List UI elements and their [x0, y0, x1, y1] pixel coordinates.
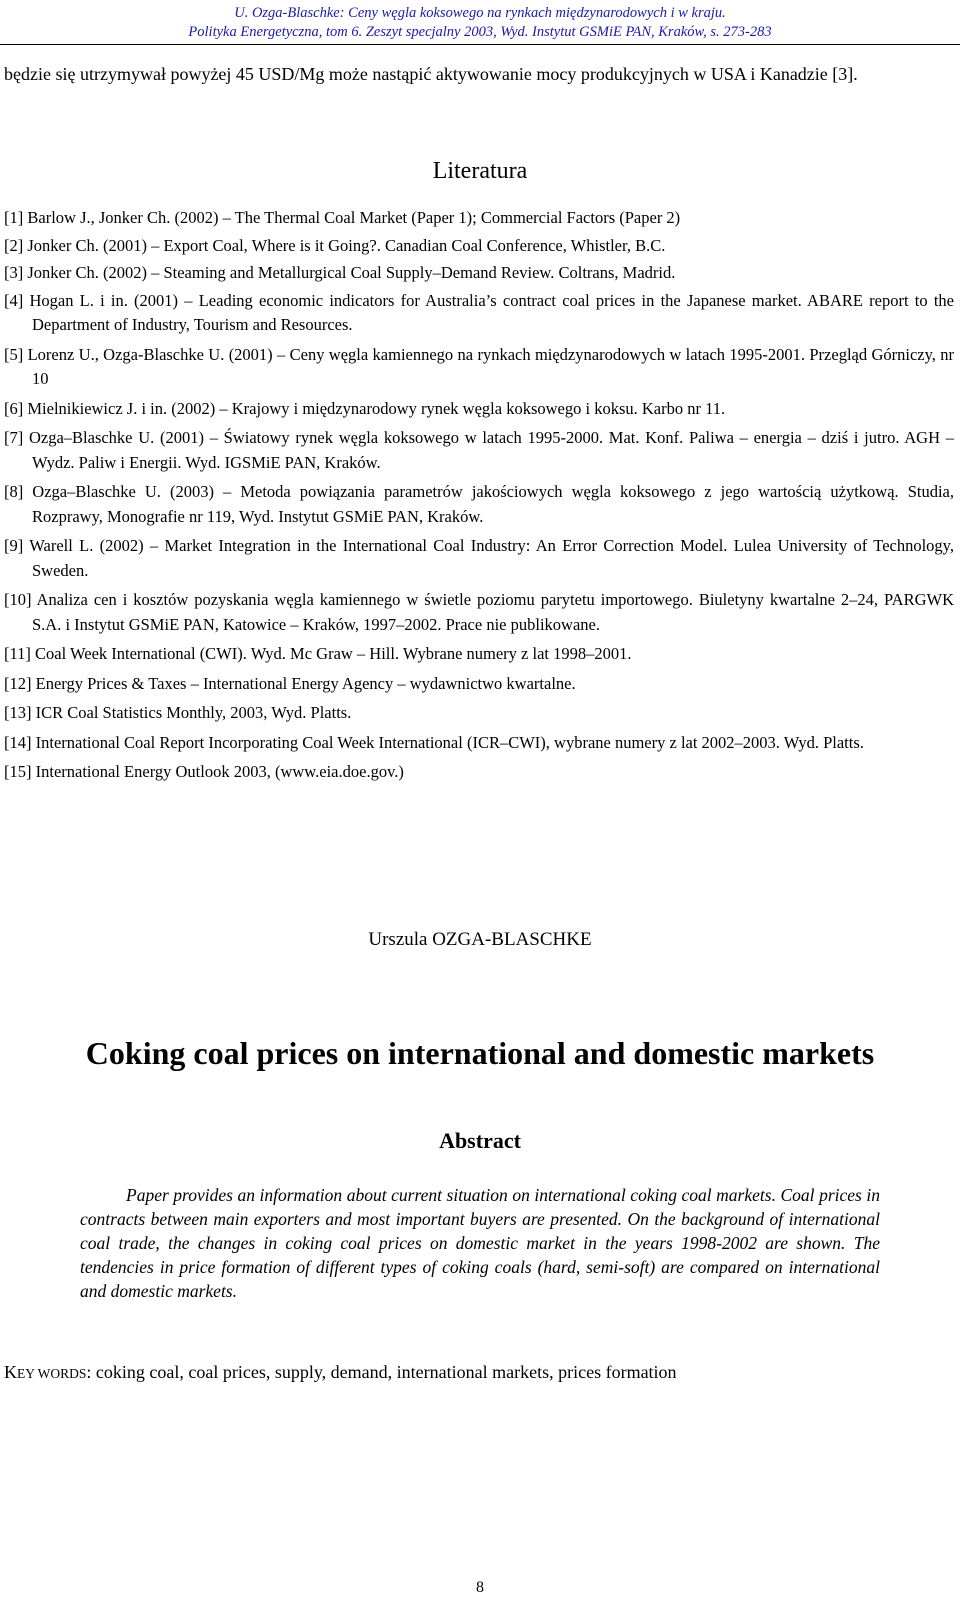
reference-item: [1] Barlow J., Jonker Ch. (2002) – The Thermal Coal Market (Paper 1); Commercial Factors (Paper 2)	[4, 208, 681, 227]
reference-item: [12] Energy Prices & Taxes – International Energy Agency – wydawnictwo kwartalne.	[4, 673, 576, 693]
reference-item: [9] Warell L. (2002) – Market Integration in the International Coal Industry: An Error Correction Model. Lulea University of Technology, Sweden.	[4, 536, 954, 580]
reference-item: [8] Ozga–Blaschke U. (2003) – Metoda powiązania parametrów jakościowych węgla koksowego z jego wartością użytkową. Studia, Rozprawy, Monografie nr 119, Wyd. Instytut GSMiE PAN, Kraków.	[4, 482, 954, 526]
keywords-text: coking coal, coal prices, supply, demand, international markets, prices formation	[91, 1362, 677, 1382]
abstract-body: Paper provides an information about current situation on international coking coal markets. Coal prices in contracts between main exporters and most important buyers are presented. On the background of international coal trade, the changes in coking coal prices on domestic market in the years 1998-2002 are shown. The tendencies in price formation of different types of coking coals (hard, semi-soft) are compared on international and domestic markets.	[80, 1185, 880, 1301]
reference-item: [3] Jonker Ch. (2002) – Steaming and Metallurgical Coal Supply–Demand Review. Coltrans, Madrid.	[4, 263, 676, 282]
reference-item: [2] Jonker Ch. (2001) – Export Coal, Where is it Going?. Canadian Coal Conference, Whistler, B.C.	[4, 235, 666, 255]
intro-paragraph: będzie się utrzymywał powyżej 45 USD/Mg może nastąpić aktywowanie mocy produkcyjnych w USA i Kanadzie [3].	[4, 64, 858, 84]
reference-item: [14] International Coal Report Incorporating Coal Week International (ICR–CWI), wybrane numery z lat 2002–2003. Wyd. Platts.	[4, 732, 864, 752]
keywords-label-colon: :	[86, 1362, 92, 1382]
paper-title: Coking coal prices on international and domestic markets	[85, 1035, 875, 1071]
reference-item: [15] International Energy Outlook 2003, (www.eia.doe.gov.)	[4, 762, 404, 781]
keywords-label-rest: EY WORDS	[17, 1366, 87, 1381]
running-header	[0, 4, 960, 42]
keywords-line	[4, 1360, 954, 1386]
abstract-heading: Abstract	[439, 1128, 521, 1153]
literature-heading: Literatura	[432, 158, 528, 184]
page-number: 8	[476, 1579, 484, 1596]
reference-item: [5] Lorenz U., Ozga-Blaschke U. (2001) – Ceny węgla kamiennego na rynkach międzynarodowych w latach 1995-2001. Przegląd Górniczy, nr 10	[4, 344, 954, 388]
running-header-line-2: Polityka Energetyczna, tom 6. Zeszyt specjalny 2003, Wyd. Instytut GSMiE PAN, Kraków, s. 273-283	[188, 24, 772, 40]
header-divider	[0, 44, 960, 45]
keywords-label	[4, 1362, 91, 1382]
reference-item: [7] Ozga–Blaschke U. (2001) – Światowy rynek węgla koksowego w latach 1995-2000. Mat. Konf. Paliwa – energia – dziś i jutro. AGH – Wydz. Paliw i Energii. Wyd. IGSMiE PAN, Kraków.	[4, 428, 954, 472]
keywords-label-first: K	[4, 1362, 17, 1382]
reference-item: [6] Mielnikiewicz J. i in. (2002) – Krajowy i międzynarodowy rynek węgla koksowego i koksu. Karbo nr 11.	[4, 398, 726, 418]
reference-list	[4, 206, 954, 790]
author-name: Urszula OZGA-BLASCHKE	[368, 929, 592, 950]
running-header-line-1: U. Ozga-Blaschke: Ceny węgla koksowego na rynkach międzynarodowych i w kraju.	[234, 5, 726, 21]
reference-item: [13] ICR Coal Statistics Monthly, 2003, Wyd. Platts.	[4, 703, 352, 722]
reference-item: [10] Analiza cen i kosztów pozyskania węgla kamiennego w świetle poziomu parytetu importowego. Biuletyny kwartalne 2–24, PARGWK S.A. i Instytut GSMiE PAN, Katowice – Kraków, 1997–2002. Prace nie publikowane.	[4, 590, 954, 634]
reference-item: [11] Coal Week International (CWI). Wyd. Mc Graw – Hill. Wybrane numery z lat 1998–2001.	[4, 644, 632, 663]
reference-item: [4] Hogan L. i in. (2001) – Leading economic indicators for Australia’s contract coal prices in the Japanese market. ABARE report to the Department of Industry, Tourism and Resources.	[4, 290, 954, 334]
